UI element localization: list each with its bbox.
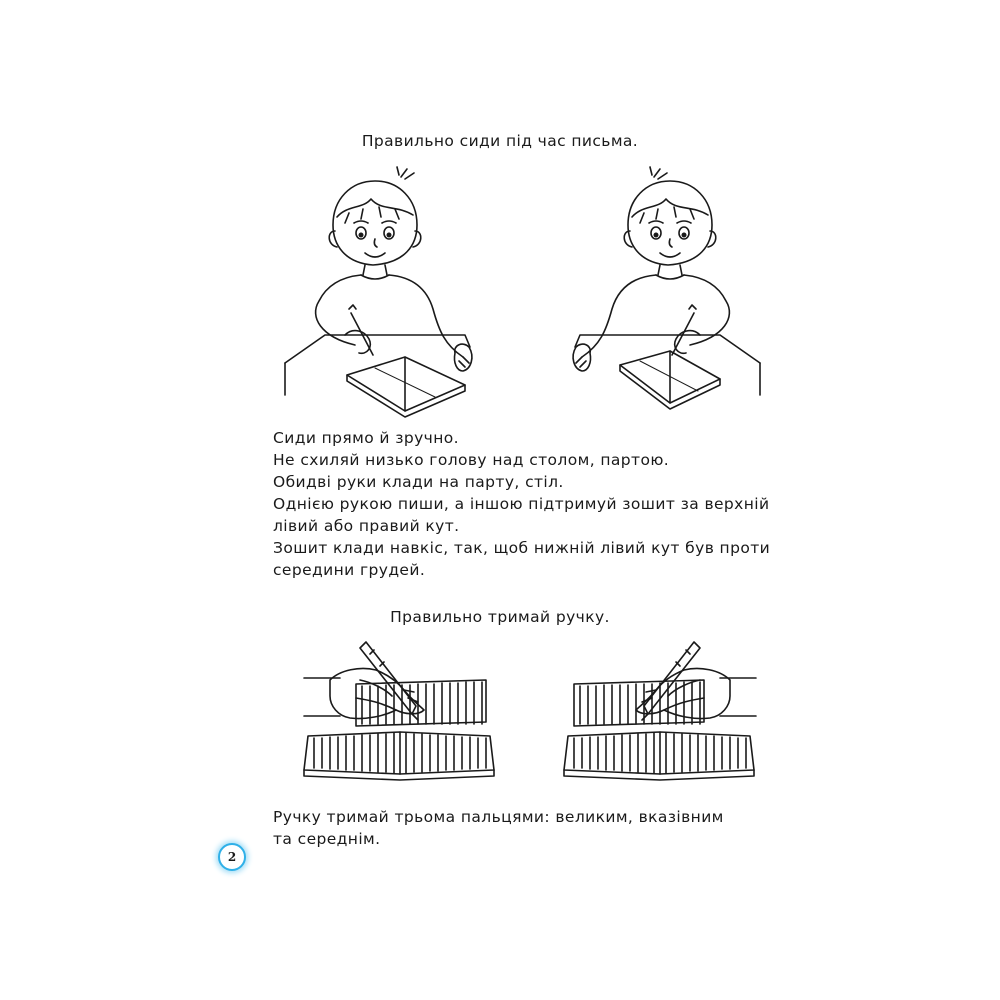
- pen-grip-right-illustration: [560, 640, 760, 790]
- pen-grip-heading: Правильно тримай ручку.: [390, 608, 610, 626]
- child-writing-right-illustration: [570, 165, 770, 415]
- pen-grip-left-illustration: [300, 640, 500, 790]
- instruction-line: та середнім.: [273, 830, 381, 848]
- instruction-line: лівий або правий кут.: [273, 517, 460, 535]
- instruction-line: Зошит клади навкіс, так, щоб нижній лівий кут був проти: [273, 539, 771, 557]
- instruction-line: Ручку тримай трьома пальцями: великим, вказівним: [273, 808, 724, 826]
- pen-grip-instructions: [273, 806, 773, 850]
- instruction-line: середини грудей.: [273, 561, 426, 579]
- posture-heading: Правильно сиди під час письма.: [361, 132, 639, 150]
- instruction-line: Обидві руки клади на парту, стіл.: [273, 473, 564, 491]
- instruction-line: Не схиляй низько голову над столом, партою.: [273, 451, 670, 469]
- instruction-line: Сиди прямо й зручно.: [273, 429, 459, 447]
- instruction-line: Однією рукою пиши, а іншою підтримуй зошит за верхній: [273, 495, 770, 513]
- child-writing-left-illustration: [275, 165, 475, 415]
- posture-instructions: [273, 427, 773, 581]
- page-number-badge: 2: [218, 843, 246, 871]
